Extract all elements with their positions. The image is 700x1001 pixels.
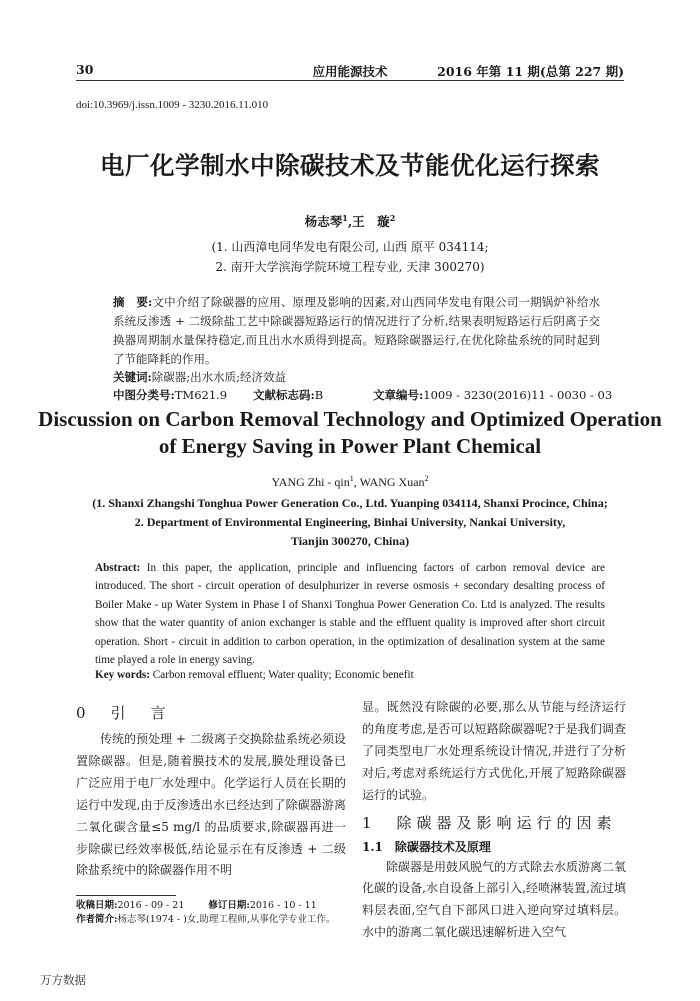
keywords-en-text: Carbon removal effluent; Water quality; Economic benefit bbox=[152, 669, 414, 681]
affiliation-2: 2. 南开大学滨海学院环境工程专业, 天津 300270) bbox=[215, 259, 485, 274]
title-chinese: 电厂化学制水中除碳技术及节能优化运行探索 bbox=[100, 151, 600, 180]
abstract-cn-label: 摘 要: bbox=[113, 295, 153, 309]
keywords-english bbox=[95, 669, 414, 681]
affiliation-en-1: (1. Shanxi Zhangshi Tonghua Power Generation Co., Ltd. Yuanping 034114, Shanxi Procince, China; bbox=[92, 496, 608, 510]
subsection-1-1-paragraph: 除碳器是用鼓风脱气的方式除去水质游离二氧化碳的设备,水自设备上部引入,经喷淋装置,流过填料层表面,空气自下部风口进入逆向穿过填料层。水中的游离二氧化碳迅速解析进入空气 bbox=[362, 859, 627, 940]
affiliation-1: (1. 山西漳电同华发电有限公司, 山西 原平 034114; bbox=[211, 240, 489, 254]
subsection-1-1-heading: 1.1 除碳器技术及原理 bbox=[362, 839, 491, 854]
affiliations-english bbox=[60, 494, 640, 551]
section-0-paragraph: 传统的预处理 + 二级离子交换除盐系统必须设置除碳器。但是,随着膜技术的发展,膜处理设备已广泛应用于电厂水处理中。化学运行人员在长期的运行中发现,由于反渗透出水已经达到了除碳器游离二氧化碳含量≤5 mg/l 的品质要求,除碳器再进一步除碳已经效率极低,结论显示在有反渗透 + 二级除盐系统中的除碳器作用不明 bbox=[76, 732, 346, 878]
title-en-line-2: of Energy Saving in Power Plant Chemical bbox=[158, 434, 542, 458]
author-en-2: WANG Xuan bbox=[359, 475, 425, 489]
abstract-english bbox=[95, 559, 605, 669]
footnote-dates bbox=[76, 899, 346, 913]
author-en-1-sup: 1 bbox=[349, 474, 354, 483]
section-1-heading: 1 除碳器及影响运行的因素 bbox=[362, 813, 617, 832]
received-label: 收稿日期: bbox=[76, 900, 118, 911]
author-bio-label: 作者简介: bbox=[76, 913, 118, 925]
header-rule bbox=[76, 80, 624, 81]
abstract-cn-text: 文中介绍了除碳器的应用、原理及影响的因素,对山西同华发电有限公司一期锅炉补给水系统反渗透 + 二级除盐工艺中除碳器短路运行的情况进行了分析,结果表明短路运行后阴离子交换器周期制水量保持稳定,而且出水水质得到提高。短路除碳器运行,在优化除盐系统的同时起到了节能降耗的作用。 bbox=[113, 295, 600, 366]
footnote bbox=[76, 899, 346, 926]
revised-label: 修订日期: bbox=[208, 900, 250, 911]
footnote-author bbox=[76, 913, 346, 927]
body-right-column bbox=[362, 697, 626, 944]
author-2-sup: 2 bbox=[389, 212, 396, 223]
issue-info: 2016 年第 11 期(总第 227 期) bbox=[437, 64, 624, 79]
received-date: 2016 - 09 - 21 bbox=[117, 900, 185, 911]
title-english bbox=[0, 406, 700, 460]
title-en-line-1: Discussion on Carbon Removal Technology and Optimized Operation bbox=[38, 407, 662, 431]
running-header bbox=[76, 62, 624, 78]
article-no-value: 1009 - 3230(2016)11 - 0030 - 03 bbox=[423, 388, 613, 402]
clc-label: 中图分类号: bbox=[113, 388, 175, 402]
abstract-en-text: In this paper, the application, principle and influencing factors of carbon removal device are introduced. The short - circuit operation of desulphurizer in reverse osmosis + secondary desalting process of Boiler Make - up Water System in Phase I of Shanxi Tonghua Power Generation Co. Ltd is analyzed. The results show that the water quantity of anion exchanger is stable and the effluent quality is improved after short circuit operation. Short - circuit in addition to carbon operation, in the optimization of desalination system at the same time played a role in energy saving. bbox=[95, 562, 605, 667]
keywords-en-label: Key words: bbox=[95, 669, 150, 681]
body-left-column bbox=[76, 702, 346, 882]
authors-chinese bbox=[0, 212, 700, 230]
affiliation-en-2: 2. Department of Environmental Engineering, Binhai University, Nankai University, bbox=[134, 515, 566, 529]
author-1: 杨志琴 bbox=[304, 214, 343, 229]
section-0-heading: 0 引 言 bbox=[76, 704, 171, 722]
watermark: 万方数据 bbox=[40, 973, 86, 987]
footnote-rule bbox=[76, 895, 176, 896]
author-en-separator: , bbox=[353, 475, 360, 489]
article-no-label: 文章编号: bbox=[373, 388, 424, 402]
author-separator: , bbox=[347, 214, 353, 229]
continued-paragraph: 显。既然没有除碳的必要,那么从节能与经济运行的角度考虑,是否可以短路除碳器呢?于是我们调查了同类型电厂水处理系统设计情况,并进行了分析对后,考虑对系统运行方式优化,开展了短路除碳器运行的试验。 bbox=[362, 700, 626, 802]
doi[interactable]: doi:10.3969/j.issn.1009 - 3230.2016.11.010 bbox=[76, 99, 269, 111]
page-number: 30 bbox=[76, 62, 94, 77]
keywords-chinese bbox=[113, 369, 286, 385]
author-en-1: YANG Zhi - qin bbox=[271, 475, 350, 489]
classification-line bbox=[113, 387, 612, 403]
doc-code-value: B bbox=[314, 388, 324, 402]
revised-date: 2016 - 10 - 11 bbox=[249, 900, 317, 911]
author-1-sup: 1 bbox=[342, 212, 348, 223]
abstract-en-label: Abstract: bbox=[95, 562, 141, 574]
authors-english bbox=[0, 474, 700, 490]
author-en-2-sup: 2 bbox=[424, 474, 429, 483]
doc-code-label: 文献标志码: bbox=[253, 388, 315, 402]
journal-name: 应用能源技术 bbox=[312, 64, 388, 79]
abstract-chinese bbox=[113, 293, 600, 369]
author-2: 王 璇 bbox=[352, 214, 390, 229]
affiliation-en-3: Tianjin 300270, China) bbox=[290, 534, 410, 548]
author-bio-text: 杨志琴(1974 - )女,助理工程师,从事化学专业工作。 bbox=[117, 913, 336, 925]
clc-value: TM621.9 bbox=[174, 388, 228, 402]
keywords-cn-label: 关键词: bbox=[113, 370, 152, 384]
keywords-cn-text: 除碳器;出水水质;经济效益 bbox=[151, 370, 286, 384]
affiliations-chinese bbox=[0, 238, 700, 277]
